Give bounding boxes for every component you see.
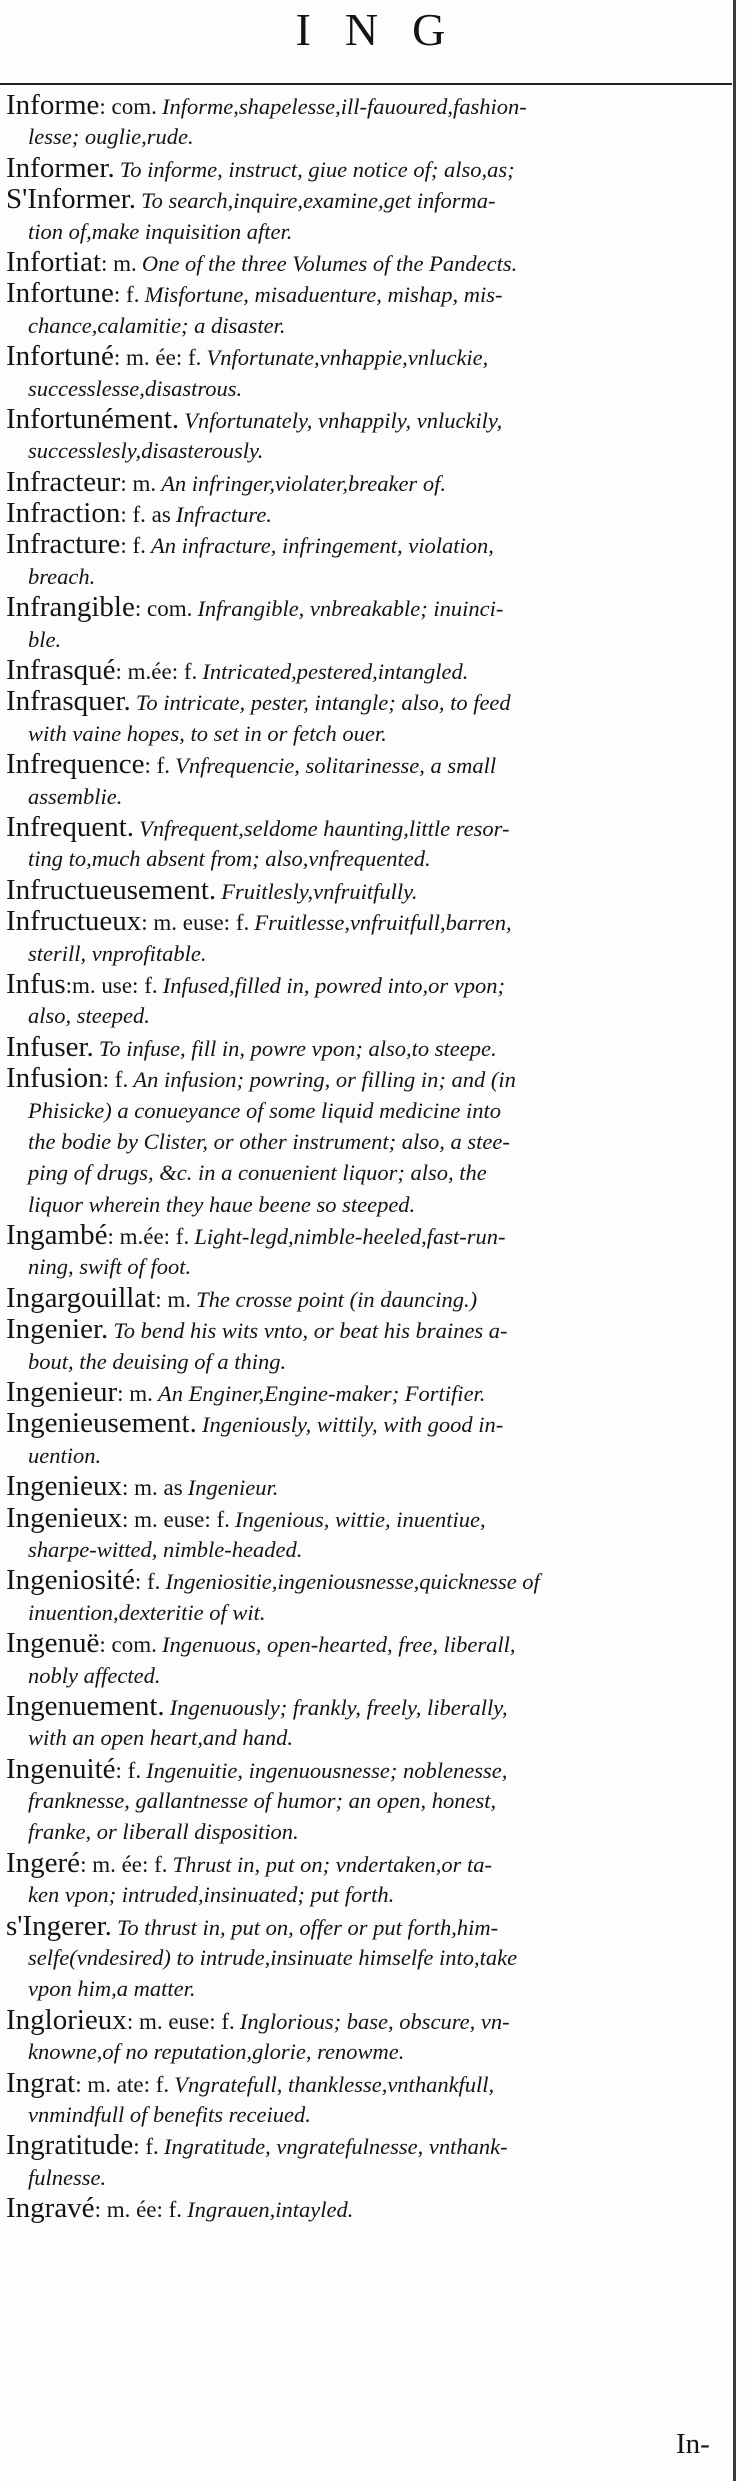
definition-text: Vnfrequencie, solitarinesse, a small [175, 753, 497, 779]
definition-text: Ingenuous, open-hearted, free, liberall, [162, 1632, 516, 1658]
entry-first-line [6, 655, 728, 686]
entry-first-line [6, 278, 728, 309]
definition-text: Infrangible, vnbreakable; inuinci- [197, 596, 504, 622]
entry-continuation-line [6, 121, 728, 152]
dictionary-entry [6, 498, 728, 529]
definition-text: To thrust in, put on, offer or put forth,him- [116, 1914, 499, 1940]
entry-continuation-line [6, 1879, 728, 1910]
definition-text: Vnfrequent,seldome haunting,little resor- [139, 815, 510, 841]
entry-first-line [6, 1754, 728, 1785]
grammar-label: : f. [113, 282, 140, 308]
entry-first-line [6, 686, 728, 717]
entry-first-line [6, 247, 728, 278]
definition-text: An infringer,violater,breaker of. [161, 470, 446, 496]
grammar-label: : m. euse: f. [121, 1506, 230, 1532]
definition-text: Ingeniously, wittily, with good in- [201, 1412, 504, 1438]
entry-continuation-line [6, 2036, 728, 2067]
entry-continuation-line [6, 1973, 728, 2004]
definition-text: breach. [28, 563, 96, 589]
entry-continuation-line [6, 938, 728, 969]
dictionary-entry [6, 1503, 728, 1566]
definition-text: also, steeped. [28, 1003, 150, 1029]
dictionary-entry [6, 1565, 728, 1628]
headword: Ingeré [6, 1847, 81, 1879]
dictionary-entry [6, 1628, 728, 1691]
entry-first-line [6, 906, 728, 937]
definition-text: inuention,dexteritie of wit. [28, 1599, 266, 1625]
entry-first-line [6, 341, 728, 372]
definition-text: with vaine hopes, to set in or fetch ouer. [28, 720, 387, 746]
entry-continuation-line [6, 718, 728, 749]
dictionary-entry [6, 1032, 728, 1063]
definition-text: selfe(vndesired) to intrude,insinuate himselfe into,take [28, 1945, 518, 1971]
entry-continuation-line [6, 1126, 728, 1157]
headword: Informer. [6, 152, 115, 184]
headword: Infracture [6, 529, 121, 561]
headword: Infrangible [6, 592, 135, 624]
entry-first-line [6, 1628, 728, 1659]
entry-continuation-line [6, 1157, 728, 1188]
definition-text: Ingenuously; frankly, freely, liberally, [169, 1694, 508, 1720]
definition-text: chance,calamitie; a disaster. [28, 312, 286, 338]
entry-continuation-line [6, 1440, 728, 1471]
headword: Ingeniosité [6, 1565, 135, 1597]
entry-first-line [6, 529, 728, 560]
entry-first-line [6, 90, 728, 121]
entry-first-line [6, 1063, 728, 1094]
entry-first-line [6, 1377, 728, 1408]
dictionary-entry [6, 812, 728, 875]
entry-first-line [6, 467, 728, 498]
definition-text: Light-legd,nimble-heeled,fast-run- [194, 1224, 506, 1250]
definition-text: Vngratefull, thanklesse,vnthankfull, [174, 2071, 495, 2097]
entry-first-line [6, 153, 728, 184]
dictionary-entry [6, 1314, 728, 1377]
definition-text: franke, or liberall disposition. [28, 1819, 299, 1845]
definition-text: ping of drugs, &c. in a conuenient liquor; also, the [28, 1160, 487, 1186]
grammar-label: : com. [99, 94, 157, 119]
page-edge [733, 0, 736, 2481]
definition-text: Vnfortunately, vnhappily, vnluckily, [184, 407, 503, 433]
entry-continuation-line [6, 1000, 728, 1031]
entry-continuation-line [6, 1346, 728, 1377]
definition-text: To informe, instruct, giue notice of; also,as; [119, 156, 515, 182]
headword: Infuser. [6, 1031, 94, 1063]
definition-text: To infuse, fill in, powre vpon; also,to steepe. [98, 1035, 497, 1061]
entry-first-line [6, 2130, 728, 2161]
grammar-label: : f. [134, 1569, 161, 1595]
entry-continuation-line [6, 624, 728, 655]
headword: Infrasquer. [6, 686, 131, 718]
dictionary-entry [6, 592, 728, 655]
grammar-label: :m. use: f. [65, 972, 158, 998]
grammar-label: : m.ée: f. [115, 659, 198, 685]
definition-text: To bend his wits vnto, or beat his braines a- [113, 1318, 508, 1344]
definition-text: knowne,of no reputation,glorie, renowme. [28, 2039, 405, 2065]
dictionary-entry [6, 184, 728, 247]
grammar-label: : m. ée: f. [80, 1851, 168, 1877]
definition-text: An infusion; powring, or filling in; and (in [133, 1067, 516, 1093]
dictionary-entry [6, 686, 728, 749]
grammar-label: : m. as [121, 1475, 183, 1501]
definition-text: sharpe-witted, nimble-headed. [28, 1536, 303, 1562]
grammar-label: : m. [101, 250, 137, 276]
dictionary-entry [6, 875, 728, 906]
headword: Infortiat [6, 246, 102, 278]
entry-first-line [6, 1032, 728, 1063]
entry-first-line [6, 1911, 728, 1942]
definition-text: ning, swift of foot. [28, 1254, 192, 1280]
definition-text: uention. [28, 1442, 102, 1468]
entry-first-line [6, 1565, 728, 1596]
grammar-label: : m. [120, 470, 157, 496]
headword: Ingenieux [6, 1502, 122, 1534]
headword: Infortuné [6, 341, 114, 373]
entry-continuation-line [6, 310, 728, 341]
headword: Ingenier. [6, 1314, 109, 1346]
dictionary-entry [6, 467, 728, 498]
definition-text: ting to,much absent from; also,vnfrequented. [28, 846, 431, 872]
definition-text: An infracture, infringement, violation, [150, 533, 494, 559]
headword: Ingenieux [6, 1471, 122, 1503]
definition-text: Fruitlesly,vnfruitfully. [221, 878, 418, 904]
entry-first-line [6, 749, 728, 780]
definition-text: Vnfortunate,vnhappie,vnluckie, [206, 345, 489, 371]
dictionary-entry [6, 2005, 728, 2068]
dictionary-entry [6, 2193, 728, 2224]
definition-text: Infracture. [175, 502, 272, 528]
dictionary-entry [6, 969, 728, 1032]
headword: Ingratitude [6, 2130, 134, 2162]
entry-first-line [6, 404, 728, 435]
entry-first-line [6, 812, 728, 843]
definition-text: franknesse, gallantnesse of humor; an open, honest, [28, 1788, 497, 1814]
entry-first-line [6, 2193, 728, 2224]
definition-text: Ingeniositie,ingeniousnesse,quicknesse of [165, 1569, 540, 1595]
dictionary-entry [6, 1220, 728, 1283]
definition-text: tion of,make inquisition after. [28, 218, 293, 244]
headword: Ingenieusement. [6, 1408, 197, 1440]
dictionary-entry [6, 153, 728, 184]
dictionary-entry [6, 1754, 728, 1848]
definition-text: Phisicke) a conueyance of some liquid medicine into [28, 1097, 501, 1123]
headword: Ingambé [6, 1220, 108, 1252]
definition-text: nobly affected. [28, 1662, 161, 1688]
definition-text: Inglorious; base, obscure, vn- [239, 2008, 510, 2034]
headword: Ingenuë [6, 1628, 100, 1660]
entry-first-line [6, 1503, 728, 1534]
definition-text: sterill, vnprofitable. [28, 940, 207, 966]
entry-continuation-line [6, 216, 728, 247]
entry-first-line [6, 1471, 728, 1502]
running-head: ING [295, 4, 480, 55]
definition-text: An Enginer,Engine-maker; Fortifier. [158, 1381, 486, 1407]
dictionary-entry [6, 1848, 728, 1911]
definition-text: Fruitlesse,vnfruitfull,barren, [254, 910, 512, 936]
entry-continuation-line [6, 1189, 728, 1220]
definition-text: To search,inquire,examine,get informa- [141, 188, 496, 214]
definition-text: vpon him,a matter. [28, 1976, 196, 2002]
entry-first-line [6, 875, 728, 906]
grammar-label: : m. [155, 1286, 192, 1312]
definition-text: ble. [28, 626, 62, 652]
definition-text: To intricate, pester, intangle; also, to feed [135, 690, 511, 716]
dictionary-entry [6, 1063, 728, 1220]
grammar-label: : com. [134, 596, 193, 622]
headword: Infortunément. [6, 403, 180, 435]
dictionary-entry [6, 1377, 728, 1408]
grammar-label: : com. [99, 1632, 157, 1658]
dictionary-entry [6, 906, 728, 969]
headword: Ingenieur [6, 1377, 118, 1409]
definition-text: successlesly,disasterously. [28, 438, 264, 464]
headword: Infortune [6, 278, 114, 310]
headword: Infrequence [6, 749, 145, 781]
grammar-label: : m. [117, 1381, 153, 1407]
definition-text: Ingenieur. [187, 1475, 279, 1501]
grammar-label: : f. [115, 1757, 142, 1783]
grammar-label: : f. [102, 1067, 129, 1093]
entry-continuation-line [6, 435, 728, 466]
entry-first-line [6, 498, 728, 529]
definition-text: Intricated,pestered,intangled. [202, 659, 469, 685]
dictionary-entry [6, 1408, 728, 1471]
definition-text: lesse; ouglie,rude. [28, 124, 194, 150]
grammar-label: : m. euse: f. [126, 2008, 235, 2034]
entry-continuation-line [6, 1660, 728, 1691]
dictionary-entry [6, 1283, 728, 1314]
definition-text: fulnesse. [28, 2164, 107, 2190]
entry-continuation-line [6, 561, 728, 592]
dictionary-entry [6, 2130, 728, 2193]
entry-continuation-line [6, 2162, 728, 2193]
headword: Ingargouillat [6, 1282, 156, 1314]
entry-first-line [6, 2068, 728, 2099]
definition-text: vnmindfull of benefits receiued. [28, 2102, 311, 2127]
entry-first-line [6, 1220, 728, 1251]
entry-continuation-line [6, 1597, 728, 1628]
definition-text: assemblie. [28, 783, 123, 809]
dictionary-entry [6, 655, 728, 686]
entry-continuation-line [6, 1722, 728, 1753]
definition-text: successlesse,disastrous. [28, 375, 243, 401]
dictionary-entry [6, 247, 728, 278]
entry-first-line [6, 2005, 728, 2036]
entry-continuation-line [6, 2099, 728, 2130]
header-rule [0, 83, 732, 85]
dictionary-entry [6, 1471, 728, 1502]
dictionary-entry [6, 1911, 728, 2005]
entry-first-line [6, 184, 728, 215]
definition-text: Misfortune, misaduenture, mishap, mis- [144, 282, 503, 308]
dictionary-entry [6, 1691, 728, 1754]
headword: s'Ingerer. [6, 1910, 112, 1942]
dictionary-entry [6, 2068, 728, 2131]
headword: Infracteur [6, 466, 121, 498]
definition-text: Ingratitude, vngratefulnesse, vnthank- [163, 2134, 508, 2160]
definition-text: Thrust in, put on; vndertaken,or ta- [172, 1851, 493, 1877]
definition-text: bout, the deuising of a thing. [28, 1348, 287, 1374]
grammar-label: : f. [120, 533, 146, 559]
entry-list [6, 90, 728, 2225]
entry-continuation-line [6, 1942, 728, 1973]
headword: Infrequent. [6, 811, 135, 843]
headword: Ingenuement. [6, 1690, 165, 1722]
dictionary-entry [6, 341, 728, 404]
definition-text: Ingrauen,intayled. [187, 2197, 354, 2223]
definition-text: Informe,shapelesse,ill-fauoured,fashion- [162, 94, 527, 119]
headword: Infrasqué [6, 655, 116, 687]
entry-first-line [6, 1691, 728, 1722]
grammar-label: : m. euse: f. [141, 910, 250, 936]
definition-text: with an open heart,and hand. [28, 1725, 293, 1751]
headword: Infus [6, 968, 66, 1000]
grammar-label: : f. [144, 753, 171, 779]
headword: Ingenuité [6, 1753, 116, 1785]
entry-first-line [6, 969, 728, 1000]
definition-text: liquor wherein they haue beene so steeped. [28, 1191, 416, 1217]
entry-first-line [6, 1408, 728, 1439]
dictionary-entry [6, 90, 728, 153]
headword: Ingrat [6, 2067, 76, 2099]
entry-continuation-line [6, 843, 728, 874]
entry-first-line [6, 592, 728, 623]
definition-text: Ingenuitie, ingenuousnesse; noblenesse, [146, 1757, 508, 1783]
headword: Infructueux [6, 906, 142, 938]
dictionary-entry [6, 749, 728, 812]
entry-continuation-line [6, 781, 728, 812]
headword: Infusion [6, 1063, 103, 1095]
catchword: In- [676, 2428, 710, 2460]
entry-continuation-line [6, 1251, 728, 1282]
grammar-label: : m. ée: f. [113, 345, 202, 371]
grammar-label: : m. ate: f. [75, 2071, 170, 2097]
entry-first-line [6, 1848, 728, 1879]
headword: Informe [6, 90, 100, 121]
grammar-label: : f. [133, 2134, 159, 2160]
headword: S'Informer. [6, 184, 137, 216]
definition-text: The crosse point (in dauncing.) [196, 1286, 478, 1312]
dictionary-entry [6, 529, 728, 592]
grammar-label: : m. ée: f. [94, 2197, 183, 2223]
definition-text: Infused,filled in, powred into,or vpon; [162, 972, 505, 998]
grammar-label: : f. as [120, 502, 171, 528]
entry-continuation-line [6, 1095, 728, 1126]
entry-continuation-line [6, 373, 728, 404]
headword: Infraction [6, 498, 121, 530]
entry-continuation-line [6, 1816, 728, 1847]
entry-continuation-line [6, 1534, 728, 1565]
entry-first-line [6, 1283, 728, 1314]
headword: Infructueusement. [6, 874, 217, 906]
headword: Ingravé [6, 2193, 95, 2225]
definition-text: One of the three Volumes of the Pandects. [141, 250, 518, 276]
grammar-label: : m.ée: f. [107, 1224, 190, 1250]
definition-text: the bodie by Clister, or other instrument; also, a stee- [28, 1128, 510, 1154]
entry-continuation-line [6, 1785, 728, 1816]
definition-text: Ingenious, wittie, inuentiue, [235, 1506, 486, 1532]
entry-first-line [6, 1314, 728, 1345]
dictionary-entry [6, 404, 728, 467]
dictionary-entry [6, 278, 728, 341]
definition-text: ken vpon; intruded,insinuated; put forth. [28, 1882, 395, 1908]
headword: Inglorieux [6, 2004, 127, 2036]
